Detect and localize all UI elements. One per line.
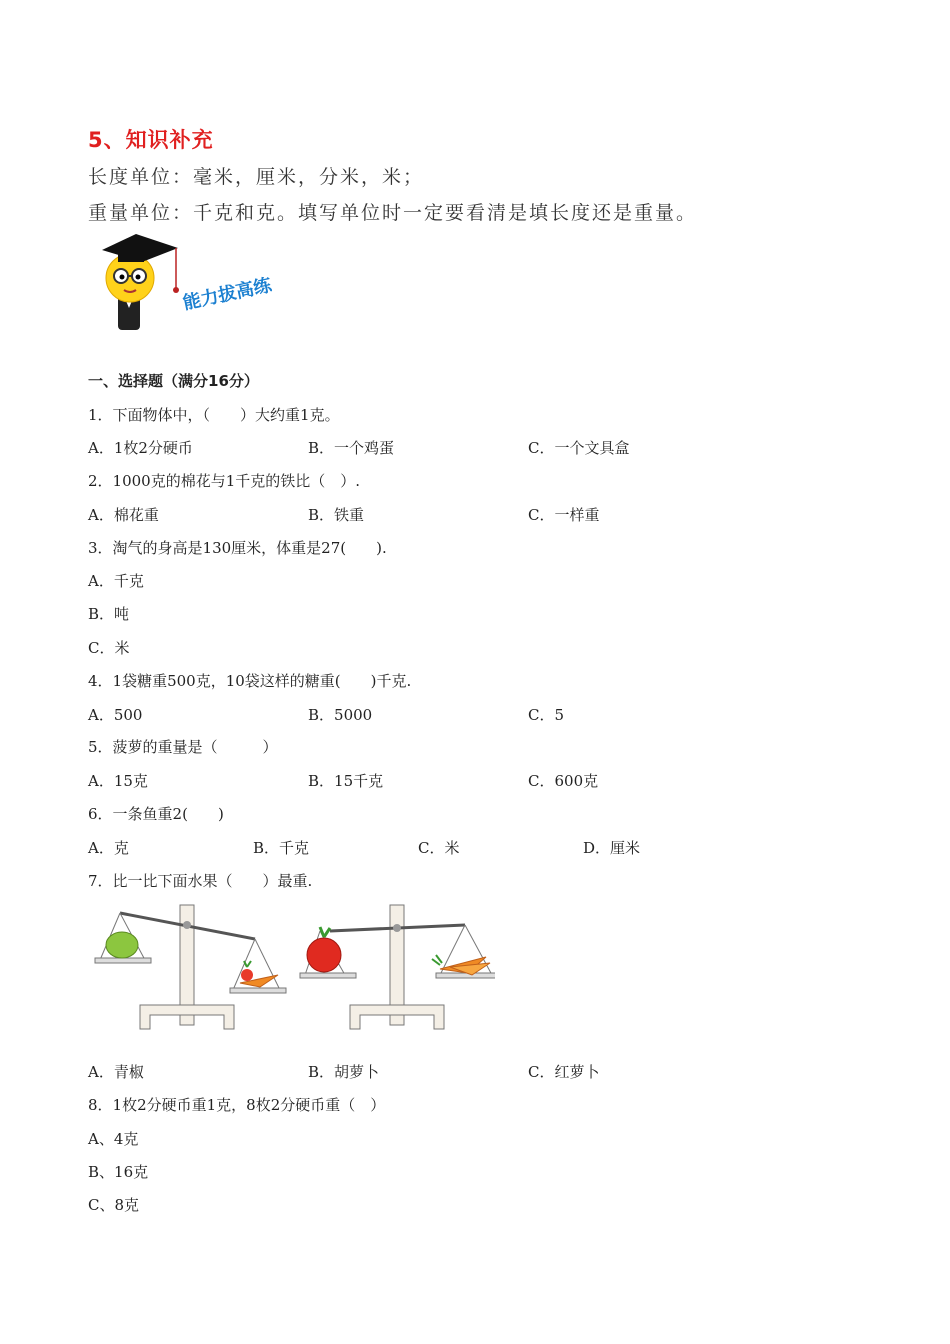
q6-option-c[interactable]: C．米 xyxy=(418,839,460,857)
question-5-stem: 5．菠萝的重量是（ ） xyxy=(88,738,278,756)
q2-option-b[interactable]: B．铁重 xyxy=(308,506,365,524)
q2-option-c[interactable]: C．一样重 xyxy=(528,506,600,524)
q7-option-a[interactable]: A．青椒 xyxy=(88,1063,144,1081)
q6-option-a[interactable]: A．克 xyxy=(88,839,129,857)
q2-option-a[interactable]: A．棉花重 xyxy=(88,506,159,524)
q7-option-c[interactable]: C．红萝卜 xyxy=(528,1063,600,1081)
part-title: 一、选择题（满分16分） xyxy=(88,372,259,390)
question-4-stem: 4．1袋糖重500克，10袋这样的糖重( )千克. xyxy=(88,672,412,690)
question-6-stem: 6．一条鱼重2( ) xyxy=(88,805,224,823)
q8-option-c[interactable]: C、8克 xyxy=(88,1196,140,1214)
q3-option-c[interactable]: C．米 xyxy=(88,639,130,657)
right-scale-icon xyxy=(300,905,495,1029)
q6-option-b[interactable]: B．千克 xyxy=(253,839,310,857)
q4-option-b[interactable]: B．5000 xyxy=(308,706,373,724)
q7-option-b[interactable]: B．胡萝卜 xyxy=(308,1063,380,1081)
question-7-stem: 7．比一比下面水果（ ）最重. xyxy=(88,872,313,890)
q1-option-a[interactable]: A．1枚2分硬币 xyxy=(88,439,193,457)
q4-option-a[interactable]: A．500 xyxy=(88,706,143,724)
mascot-banner xyxy=(96,228,296,336)
q5-option-b[interactable]: B．15千克 xyxy=(308,772,384,790)
balance-scales-figure xyxy=(90,895,495,1035)
q1-option-b[interactable]: B．一个鸡蛋 xyxy=(308,439,395,457)
q3-option-b[interactable]: B．吨 xyxy=(88,605,130,623)
q8-option-a[interactable]: A、4克 xyxy=(88,1130,139,1148)
section-title: 5、知识补充 xyxy=(88,128,214,152)
weight-units-line: 重量单位：千克和克。填写单位时一定要看清是填长度还是重量。 xyxy=(88,202,698,224)
q3-option-a[interactable]: A．千克 xyxy=(88,572,144,590)
q8-option-b[interactable]: B、16克 xyxy=(88,1163,149,1181)
q6-option-d[interactable]: D．厘米 xyxy=(583,839,641,857)
banner-text: 能力拔高练 xyxy=(181,274,274,315)
q4-option-c[interactable]: C．5 xyxy=(528,706,565,724)
q1-option-c[interactable]: C．一个文具盒 xyxy=(528,439,630,457)
length-units-line: 长度单位：毫米，厘米，分米，米； xyxy=(88,166,425,188)
question-1-stem: 1．下面物体中，（ ）大约重1克。 xyxy=(88,406,340,424)
q5-option-c[interactable]: C．600克 xyxy=(528,772,599,790)
question-2-stem: 2．1000克的棉花与1千克的铁比（ ）. xyxy=(88,472,361,490)
left-scale-icon xyxy=(95,905,286,1029)
question-8-stem: 8．1枚2分硬币重1克，8枚2分硬币重（ ） xyxy=(88,1096,386,1114)
q5-option-a[interactable]: A．15克 xyxy=(88,772,148,790)
question-3-stem: 3．淘气的身高是130厘米，体重是27( ). xyxy=(88,539,387,557)
